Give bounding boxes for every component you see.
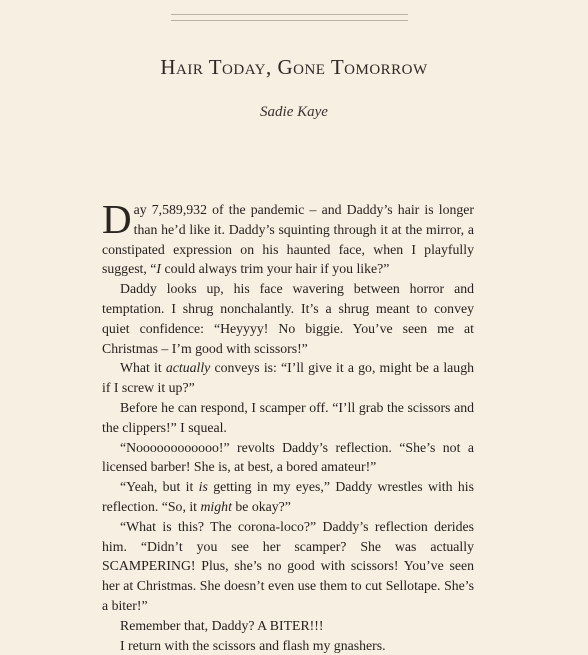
paragraph-8: Remember that, Daddy? A BITER!!! [120,617,324,633]
paragraph-3-italic: actually [165,360,211,376]
header-rule-top [171,14,408,15]
author-name: Sadie Kaye [260,104,328,120]
paragraph-1-text-a: ay 7,589,932 of the pandemic – and Daddy’s hair is longer than he’d like it. Daddy’s squinting through it at the mirror, a constipated expression on his haunted face, when I playfully suggest, “ [102,202,474,277]
paragraph-3-text-b: conveys is: “I’ll give it a go, might be a laugh if I screw it up?” [102,360,474,396]
drop-cap: D [102,196,132,242]
paragraph-1-italic: I [156,261,162,277]
paragraph-1 [102,196,474,279]
paragraph-6 [102,477,474,517]
paragraph-6-text-c: be okay?” [231,498,291,514]
paragraph-6-text-a: “Yeah, but it [120,479,199,495]
paragraph-6-italic-1: is [198,479,208,495]
paragraph-2: Daddy looks up, his face wavering between horror and temptation. I shrug nonchalantly. It’s a shrug meant to convey quiet confidence: “Heyyyy! No biggie. You’ve seen me at Christmas – I’m good with scissors!” [102,281,474,356]
story-body [102,196,474,655]
header-rule-bottom [171,20,408,21]
paragraph-3 [102,358,474,398]
paragraph-5: “Noooooooooooo!” revolts Daddy’s reflection. “She’s not a licensed barber! She is, at best, a bored amateur!” [102,439,474,475]
paragraph-4: Before he can respond, I scamper off. “I’ll grab the scissors and the clippers!” I squeal. [102,399,474,435]
paragraph-3-text-a: What it [120,360,166,376]
paragraph-1-text-b: could always trim your hair if you like?” [161,261,390,277]
chapter-title: Hair Today, Gone Tomorrow [160,55,428,79]
paragraph-9: I return with the scissors and flash my gnashers. [120,637,386,653]
paragraph-6-italic-2: might [200,498,232,514]
paragraph-7: “What is this? The corona-loco?” Daddy’s reflection derides him. “Didn’t you see her scamper? She was actually SCAMPERING! Plus, she’s no good with scissors! You’ve seen her at Christmas. She doesn’t even use them to cut Sellotape. She’s a biter!” [102,518,474,613]
paragraph-6-text-b: getting in my eyes,” Daddy wrestles with his reflection. “So, it [102,479,474,514]
